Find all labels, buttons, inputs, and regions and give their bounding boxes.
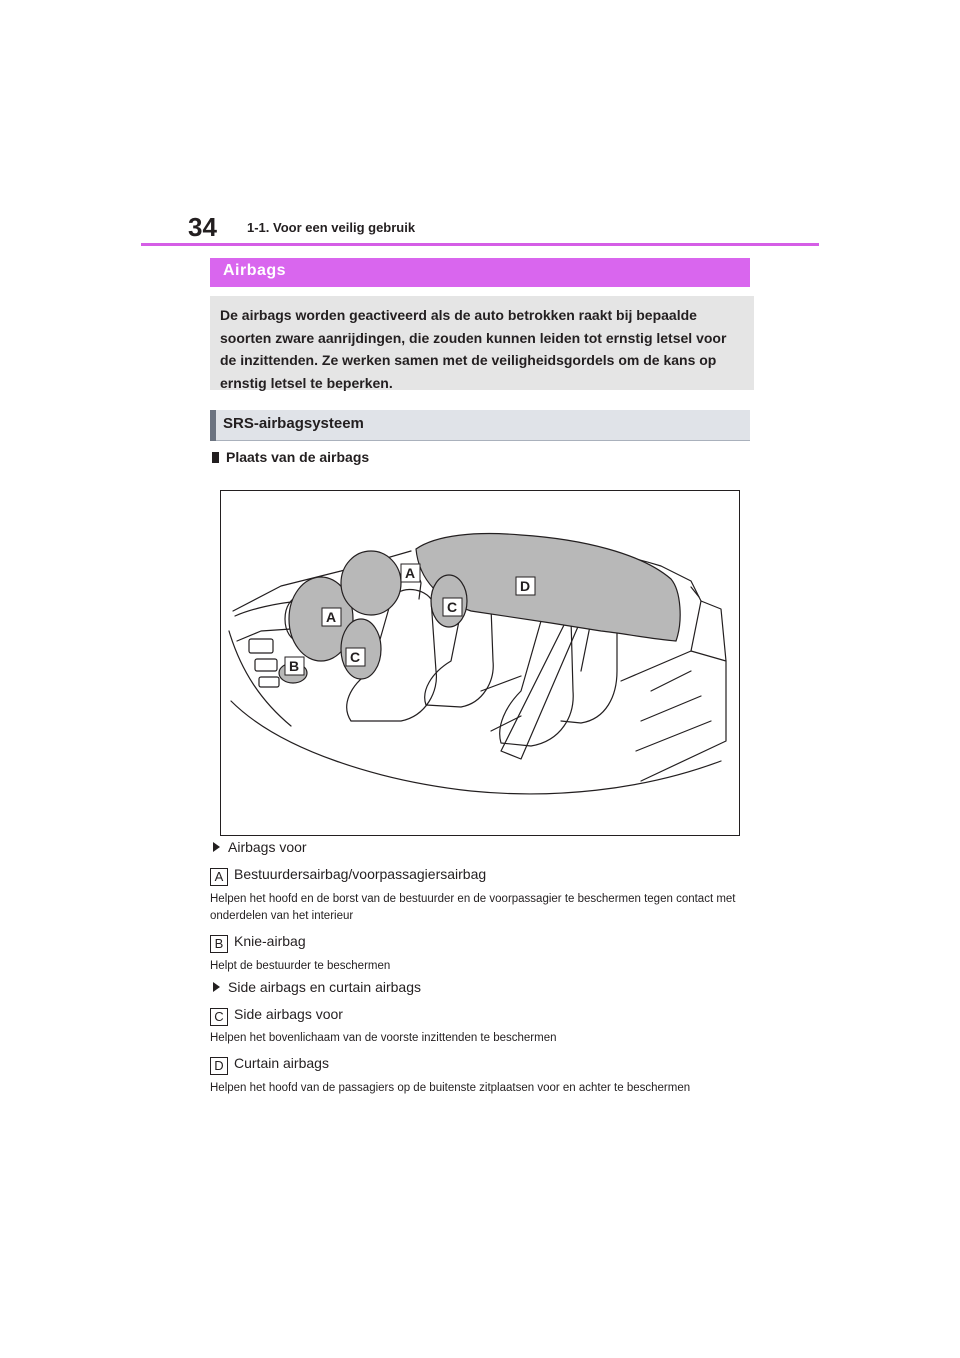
triangle-bullet-icon (213, 842, 220, 852)
figure-label-d-curtain: D (520, 578, 531, 594)
item-heading-a (210, 866, 486, 886)
subsection-accent (210, 410, 216, 441)
figure-label-b-knee: B (289, 658, 300, 674)
item-description-a: Helpen het hoofd en de borst van de bestuurder en de voorpassagier te beschermen tegen contact met onderdelen van het interieur (210, 893, 736, 922)
figure-label-c-front: C (350, 649, 361, 665)
location-heading (212, 449, 369, 465)
item-description-b: Helpt de bestuurder te beschermen (210, 960, 391, 972)
item-heading-b (210, 933, 306, 953)
badge-c: C (210, 1008, 228, 1026)
section-title-bar (210, 258, 750, 287)
figure-label-c-side: C (447, 599, 458, 615)
badge-a: A (210, 868, 228, 886)
item-heading-c (210, 1006, 343, 1026)
square-bullet-icon (212, 452, 219, 463)
location-heading-text: Plaats van de airbags (226, 449, 370, 465)
figure-label-a-passenger: A (405, 565, 416, 581)
group-title: Airbags voor (228, 839, 307, 855)
item-name: Knie-airbag (234, 933, 306, 949)
figure-label-a-driver: A (326, 609, 337, 625)
group-heading-side-curtain-airbags (213, 979, 421, 995)
item-description-d: Helpen het hoofd van de passagiers op de buitenste zitplaatsen voor en achter te beschermen (210, 1082, 691, 1094)
group-heading-front-airbags (213, 839, 307, 855)
item-name: Curtain airbags (234, 1055, 329, 1071)
page-number: 34 (188, 212, 217, 242)
section-title: Airbags (223, 262, 287, 279)
item-description-c: Helpen het bovenlichaam van de voorste inzittenden te beschermen (210, 1032, 557, 1044)
intro-box (210, 296, 754, 390)
item-heading-d (210, 1055, 329, 1075)
airbag-location-figure (220, 490, 740, 836)
subsection-title-bar (210, 410, 750, 441)
badge-b: B (210, 935, 228, 953)
item-name: Side airbags voor (234, 1006, 343, 1022)
item-name: Bestuurdersairbag/voorpassagiersairbag (234, 866, 487, 882)
triangle-bullet-icon (213, 982, 220, 992)
car-interior-illustration (221, 491, 739, 835)
intro-text: De airbags worden geactiveerd als de auto betrokken raakt bij bepaalde soorten zware aanrijdingen, die zouden kunnen leiden tot ernstig letsel voor de inzittenden. Ze werken samen met de veiligheidsgordels om de kans op ernstig letsel te beperken. (220, 307, 727, 391)
group-title: Side airbags en curtain airbags (228, 979, 422, 995)
badge-d: D (210, 1057, 228, 1075)
header-rule (141, 243, 819, 246)
subsection-title: SRS-airbagsysteem (223, 415, 364, 432)
section-reference: 1-1. Voor een veilig gebruik (247, 220, 416, 235)
